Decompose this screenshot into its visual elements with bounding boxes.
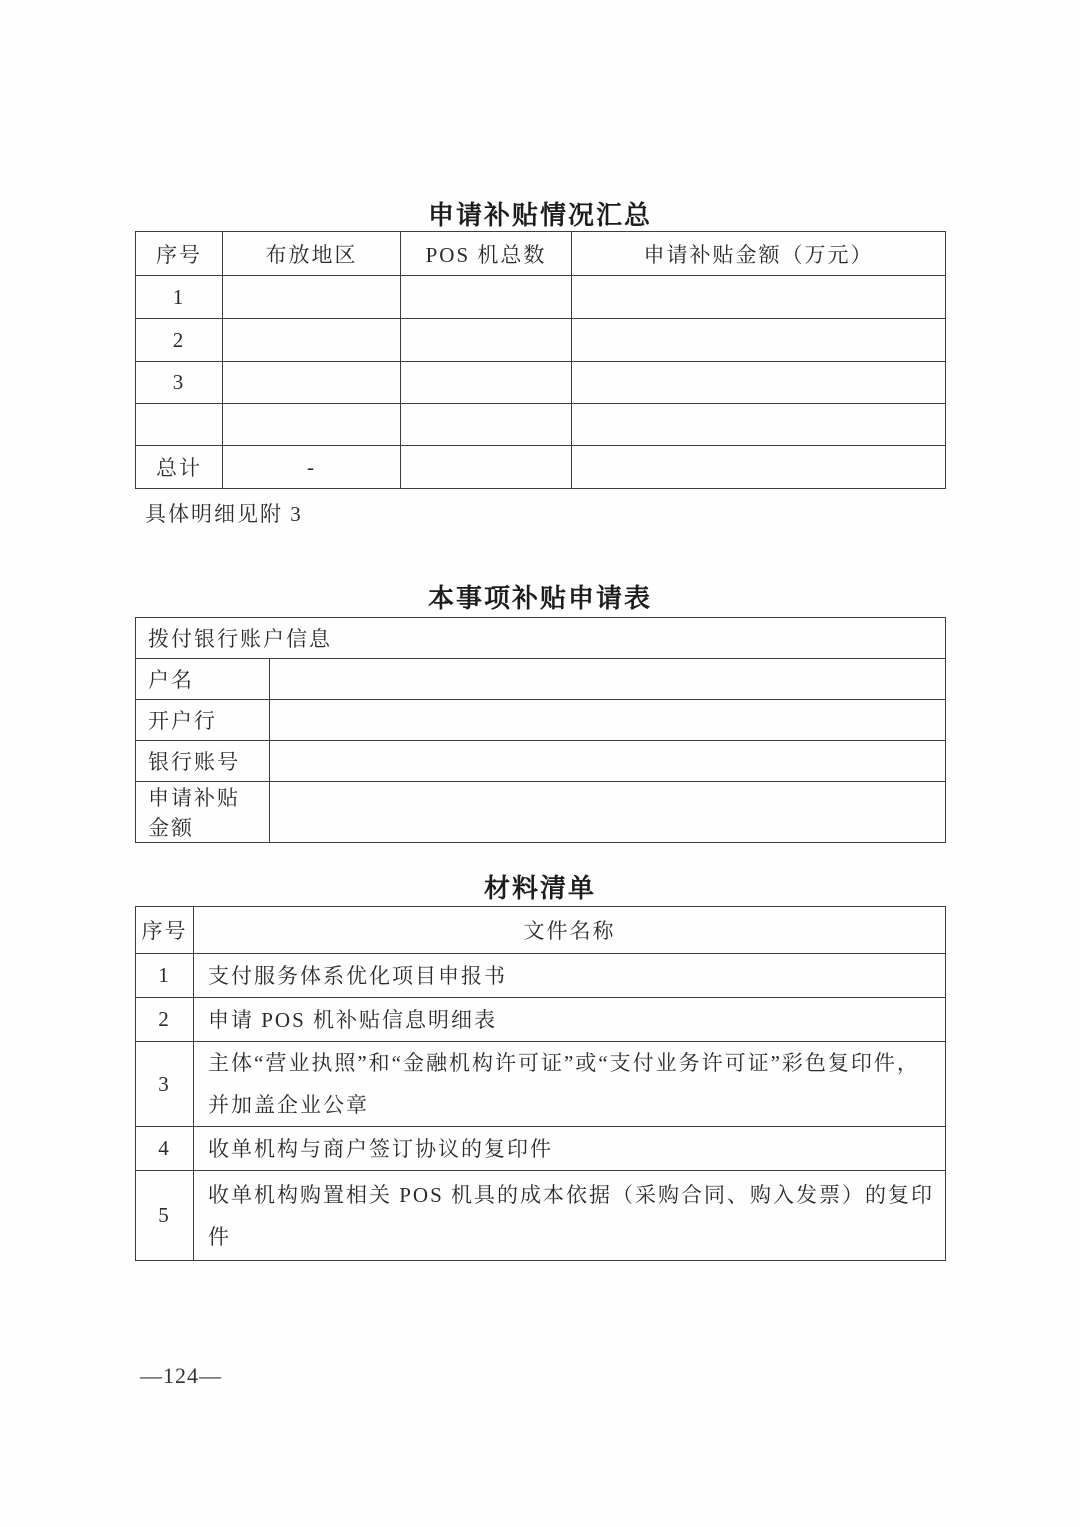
table-row [136, 276, 946, 319]
header-region: 布放地区 [223, 232, 401, 276]
table-row [136, 618, 946, 659]
cell-amount [572, 404, 946, 446]
cell-file-name: 支付服务体系优化项目申报书 [194, 954, 946, 998]
cell-region: - [223, 446, 401, 489]
bank-account-number-value [270, 741, 946, 782]
subsidy-application-table [135, 617, 946, 843]
cell-pos-total [401, 404, 572, 446]
table-row [136, 319, 946, 362]
cell-region [223, 276, 401, 319]
cell-pos-total [401, 362, 572, 404]
cell-seq: 1 [136, 954, 194, 998]
subsidy-summary-table [135, 231, 946, 489]
account-name-value [270, 659, 946, 700]
cell-seq: 2 [136, 998, 194, 1042]
cell-pos-total [401, 276, 572, 319]
cell-file-name: 主体“营业执照”和“金融机构许可证”或“支付业务许可证”彩色复印件，并加盖企业公章 [194, 1042, 946, 1127]
cell-amount [572, 276, 946, 319]
materials-checklist-table [135, 906, 946, 1261]
cell-amount [572, 446, 946, 489]
table-row [136, 782, 946, 843]
cell-seq: 1 [136, 276, 223, 319]
cell-seq [136, 404, 223, 446]
bank-account-number-label: 银行账号 [136, 741, 270, 782]
cell-file-name: 申请 POS 机补贴信息明细表 [194, 998, 946, 1042]
table-row [136, 998, 946, 1042]
cell-file-name: 收单机构购置相关 POS 机具的成本依据（采购合同、购入发票）的复印件 [194, 1171, 946, 1261]
table-row [136, 700, 946, 741]
cell-seq: 4 [136, 1127, 194, 1171]
cell-amount [572, 362, 946, 404]
detail-note: 具体明细见附 3 [145, 502, 303, 526]
table-header-row [136, 232, 946, 276]
bank-branch-label: 开户行 [136, 700, 270, 741]
cell-amount [572, 319, 946, 362]
table-row [136, 1127, 946, 1171]
table-row [136, 1042, 946, 1127]
page-number: —124— [140, 1363, 222, 1388]
cell-seq: 2 [136, 319, 223, 362]
account-name-label: 户名 [136, 659, 270, 700]
subsidy-amount-value [270, 782, 946, 843]
table-total-row [136, 446, 946, 489]
cell-pos-total [401, 319, 572, 362]
section1-title: 申请补贴情况汇总 [427, 200, 652, 230]
table-header-row [136, 907, 946, 954]
cell-region [223, 404, 401, 446]
section2-title: 本事项补贴申请表 [427, 583, 652, 613]
table-row [136, 741, 946, 782]
table-row [136, 362, 946, 404]
cell-seq: 5 [136, 1171, 194, 1261]
cell-file-name: 收单机构与商户签订协议的复印件 [194, 1127, 946, 1171]
bank-account-info-label: 拨付银行账户信息 [136, 618, 946, 659]
header-amount: 申请补贴金额（万元） [572, 232, 946, 276]
cell-total-label: 总计 [136, 446, 223, 489]
cell-seq: 3 [136, 1042, 194, 1127]
cell-pos-total [401, 446, 572, 489]
table-row [136, 1171, 946, 1261]
subsidy-amount-label: 申请补贴金额 [136, 782, 270, 843]
cell-region [223, 362, 401, 404]
section3-title: 材料清单 [483, 873, 596, 903]
cell-seq: 3 [136, 362, 223, 404]
bank-branch-value [270, 700, 946, 741]
table-row [136, 954, 946, 998]
header-seq: 序号 [136, 907, 194, 954]
table-row [136, 659, 946, 700]
header-seq: 序号 [136, 232, 223, 276]
table-row [136, 404, 946, 446]
cell-region [223, 319, 401, 362]
header-file-name: 文件名称 [194, 907, 946, 954]
header-pos-total: POS 机总数 [401, 232, 572, 276]
